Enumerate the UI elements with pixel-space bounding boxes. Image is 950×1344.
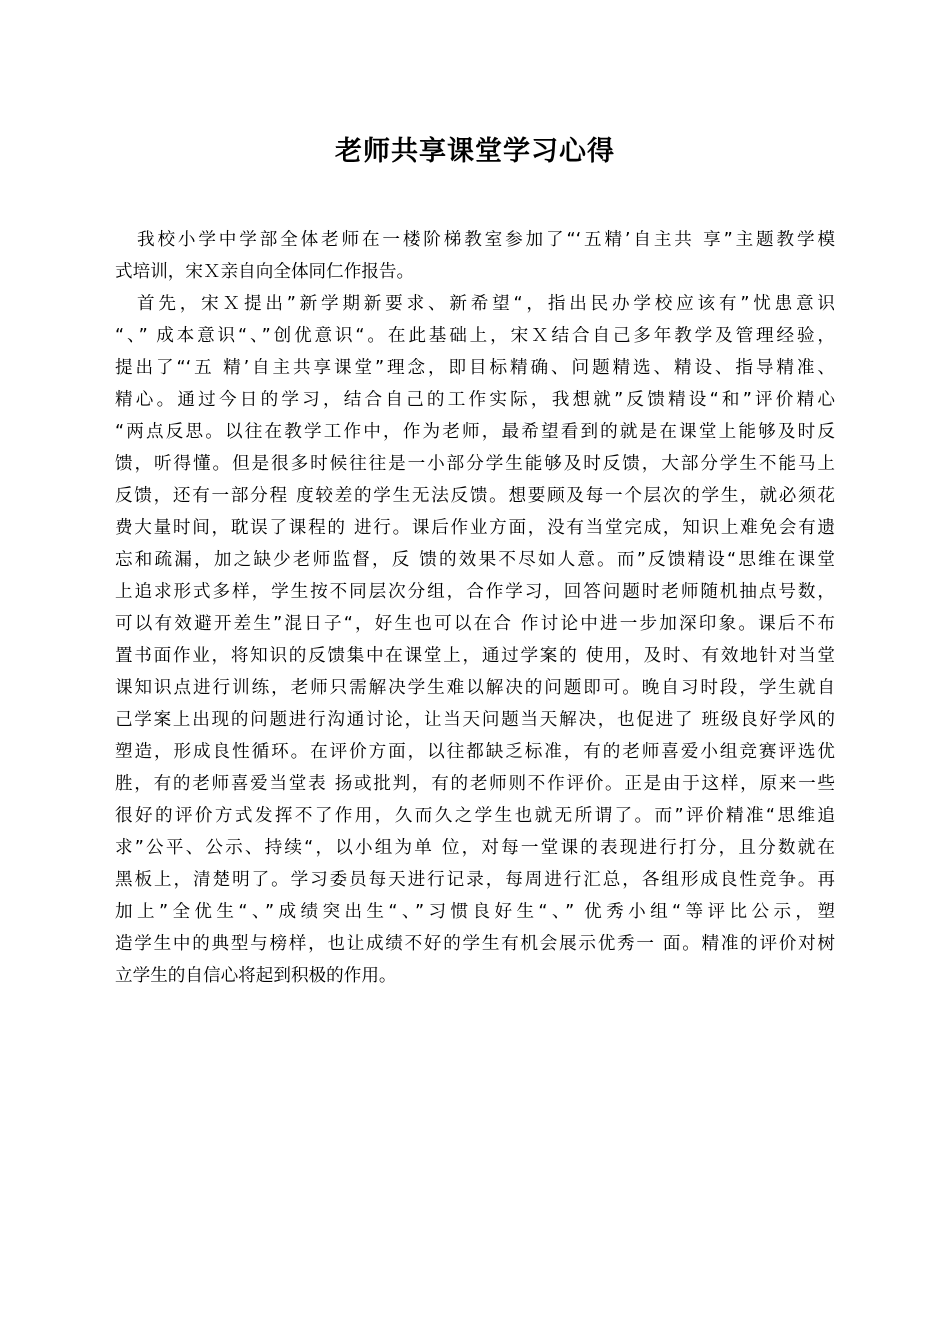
text-line: “两点反思。以往在教学工作中，作为老师，最希望看到的就是在课堂上能够及时反 (115, 422, 835, 442)
text-line: 提出了“‘五 精’自主共享课堂”理念，即目标精确、问题精选、精设、指导精准、 (115, 358, 835, 378)
text-line: 求”公平、公示、持续“，以小组为单 位，对每一堂课的表现进行打分，且分数就在 (115, 838, 835, 858)
text-line: 黑板上，清楚明了。学习委员每天进行记录，每周进行汇总，各组形成良性竞争。再 (115, 870, 835, 890)
text-line: 式培训，宋Ｘ亲自向全体同仁作报告。 (115, 262, 415, 282)
text-line: 可以有效避开差生”混日子“，好生也可以在合 作讨论中进一步加深印象。课后不布 (115, 614, 835, 634)
text-line: 加上”全优生“、”成绩突出生“、”习惯良好生“、” 优秀小组“等评比公示，塑 (115, 902, 835, 922)
text-line: 忘和疏漏，加之缺少老师监督，反 馈的效果不尽如人意。而”反馈精设“思维在课堂 (115, 550, 835, 570)
text-line: “、” 成本意识“、”创优意识“。在此基础上，宋Ｘ结合自己多年教学及管理经验， (115, 326, 835, 346)
text-line: 精心。通过今日的学习，结合自己的工作实际，我想就”反馈精设“和”评价精心 (115, 390, 835, 410)
text-line: 己学案上出现的问题进行沟通讨论，让当天问题当天解决，也促进了 班级良好学风的 (115, 710, 835, 730)
text-line: 我校小学中学部全体老师在一楼阶梯教室参加了“‘五精’自主共 享”主题教学模 (137, 230, 835, 250)
text-line: 费大量时间，耽误了课程的 进行。课后作业方面，没有当堂完成，知识上难免会有遗 (115, 518, 835, 538)
text-line: 反馈，还有一部分程 度较差的学生无法反馈。想要顾及每一个层次的学生，就必须花 (115, 486, 835, 506)
text-line: 首先，宋Ｘ提出”新学期新要求、新希望“，指出民办学校应该有”忧患意识 (137, 294, 835, 314)
text-line: 上追求形式多样，学生按不同层次分组，合作学习，回答问题时老师随机抽点号数， (115, 582, 835, 602)
text-line: 置书面作业，将知识的反馈集中在课堂上，通过学案的 使用，及时、有效地针对当堂 (115, 646, 835, 666)
text-line: 很好的评价方式发挥不了作用，久而久之学生也就无所谓了。而”评价精准“思维追 (115, 806, 835, 826)
text-line: 塑造，形成良性循环。在评价方面，以往都缺乏标准，有的老师喜爱小组竞赛评选优 (115, 742, 835, 762)
article-body (115, 224, 835, 992)
text-line: 课知识点进行训练，老师只需解决学生难以解决的问题即可。晚自习时段，学生就自 (115, 678, 835, 698)
page-title: 老师共享课堂学习心得 (335, 136, 615, 167)
text-line: 馈，听得懂。但是很多时候往往是一小部分学生能够及时反馈，大部分学生不能马上 (115, 454, 835, 474)
text-line: 胜，有的老师喜爱当堂表 扬或批判，有的老师则不作评价。正是由于这样，原来一些 (115, 774, 835, 794)
text-line: 立学生的自信心将起到积极的作用。 (115, 966, 397, 986)
text-line: 造学生中的典型与榜样，也让成绩不好的学生有机会展示优秀一 面。精准的评价对树 (115, 934, 835, 954)
